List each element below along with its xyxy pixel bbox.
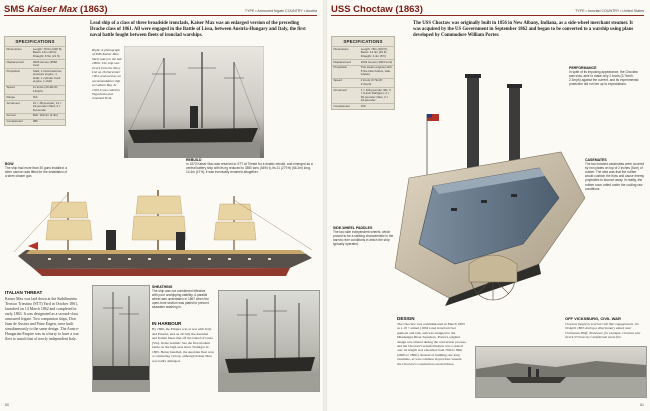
spec-value: 2 knots (3.7km/h; 2.3mph) — [359, 78, 394, 87]
right-page-number: 81 — [640, 403, 644, 407]
spec-label: Propulsion — [5, 69, 31, 85]
left-type-line: TYPE • Armoured frigate COUNTRY • Austria — [244, 9, 317, 13]
bow-annotation: BOW The ship had more than 30 guns installed; a stern cannon was fitted for the installation of a stern chaser gun. — [5, 162, 68, 179]
left-title-rule — [4, 15, 317, 16]
spec-row — [332, 65, 394, 78]
spec-label: Complement — [5, 119, 31, 124]
spec-value: Length: 70.6m (230 ft); Beam: 14m (46 ft); Draught: 6.5m (21 ft) — [31, 47, 65, 60]
spec-row — [5, 100, 65, 113]
right-page-title: USS Choctaw (1863) — [331, 4, 423, 15]
right-type-line: TYPE • Ironclad COUNTRY • United States — [575, 9, 644, 13]
kaiser-max-illustration — [8, 190, 314, 282]
in-harbour-heading: IN HARBOUR — [152, 321, 182, 326]
spec-row — [5, 69, 65, 85]
spec-value: 1023 tonnes (1004 tons) — [360, 59, 393, 64]
right-intro: The USS Choctaw was originally built in 1856 in New Albany, Indiana, as a side-wheel merchant steamer. It was acquired by the US Government in September 1862 and began to be converted to a warship using plans developed by Commodore William Porter. — [413, 21, 634, 39]
left-page-title: SMS Kaiser Max (1863) — [4, 4, 108, 15]
spec-label: Dimensions — [5, 47, 31, 60]
in-harbour-text: By 1866, the Empire was at war with Italy and Prussia, and on 20 July the Austrian and Italian fleets met off the island of Lissa (Vis). In the Adriatic Sea the first modern battle on the high seas since Trafalgar in 1805. Better handled, the Austrian fleet won a convincing victory, although Kaiser Max was badly damaged. — [152, 327, 215, 363]
left-photo-caption: Right: A photograph of SMS Kaiser Max, likely taken in the late 1860s. The ship was struck from the Navy List on 26 December 1904, and used as an accommodation ship at Cattaro Bay. In 1920 it was ceded to Yugoslavia and renamed Tivat. — [92, 48, 122, 101]
left-specifications-box — [4, 36, 66, 126]
spec-row — [332, 88, 394, 104]
left-specs-table — [5, 46, 65, 125]
sheathing-annotation: SHEATHING The ship was not considered effective, with poor unshipping stability. A parallel wheel was undertaken in 1867 when the open-bore section was plated to prevent seawater washing in. — [152, 285, 209, 310]
left-intro: Lead ship of a class of three broadside ironclads, Kaiser Max was an enlarged version of the preceding Drache class of 1861. All were engaged in the Battle of Lissa, between Austria-Hungary and Italy, the first naval battle fought between fleets of ironclad warships. — [90, 21, 306, 39]
spec-label: Speed — [332, 78, 359, 87]
spec-label: Armament — [5, 100, 31, 113]
rebuild-annotation: REBUILD In 1873 Kaiser Max was returned to STT at Trieste for a drastic rebuild, and emerged as a central battery ship with its rig reduced to 3550 tons (3494 t), its 21 (279 ft) (66.2m) long, 14.4m (47 ft); it was eventually renamed altogether. — [186, 158, 313, 175]
vicksburg-text: Choctaw fought in several Civil War engagements. On 30 April 1863, during a diversionary attack near Chickasaw Bluff, Tennessee, for example, Choctaw was struck 53 times by Confederate shore fire. — [565, 322, 641, 340]
italian-threat-heading: ITALIAN THREAT — [5, 290, 43, 295]
spec-row — [5, 119, 65, 124]
right-title-rule — [331, 15, 644, 16]
spec-value: Two steam engines with 5 fire-tube boilers, side-wheels — [359, 65, 394, 78]
vicksburg-photo — [475, 346, 647, 398]
spec-label: Range — [5, 95, 31, 101]
left-page-number: 80 — [5, 403, 9, 407]
uss-choctaw-illustration — [389, 68, 585, 313]
spec-label: Armament — [332, 88, 359, 104]
spec-row — [332, 104, 394, 109]
right-specifications-box — [331, 36, 395, 110]
spec-value: 1 × 100-pounder rifle; 3 × 9-inch Dahlgren; 2 × 30-pounder rifles; 2 × 24-pounder — [359, 88, 394, 104]
design-heading: DESIGN — [397, 316, 415, 321]
casemates-annotation: CASEMATES The two forward casemates were covered by iron plates on top of 2 inches (5cm) of rubber. The idea was that the rubber would cushion the blow and cause enemy projectiles to bounce away. In reality, the rubber soon rotted under the cooling raw conditions. — [585, 158, 645, 191]
performance-annotation: PERFORMANCE In spite of its imposing appearance, the Choctaw was slow, able to make only 2 knots (3.7km/h, 2.3mph) against the current, and its experimental protection did not live up to expectations. — [569, 66, 639, 87]
spec-value: 106 — [359, 104, 394, 109]
italian-threat-text: Kaiser Max was laid down at the Stabilimento Tecnico Triestino (STT) Yard in October 1861, launched on 14 March 1862 and completed in early 1863. It was designated as a second-class armoured frigate. Two companion ships, Don Juan de Austria and Prinz Eugen, were built simultaneously to the same design. The Austro-Hungarian Empire was in a hurry to have a war fleet to match that of newly independent Italy. — [5, 297, 79, 341]
spec-value: 386 — [31, 119, 65, 124]
spec-label: Displacement — [5, 59, 31, 68]
spec-value: Sails; 1 horizontal low-pressure engine, 1 shaft; 1 cylinder trunk engine, 1 shaft — [31, 69, 65, 85]
right-specs-table — [332, 46, 394, 109]
left-specs-heading: SPECIFICATIONS — [15, 39, 55, 44]
spec-label: Complement — [332, 104, 359, 109]
harbour-photo-right — [218, 290, 320, 392]
vicksburg-heading: OFF VICKSBURG, CIVIL WAR — [565, 316, 621, 321]
spec-value: 11 knots (20.4km/h; 13mph) — [31, 85, 65, 94]
spec-row — [5, 47, 65, 60]
spec-value: N/A — [31, 95, 65, 101]
spec-value: 3625 tonnes (3568 tons) — [31, 59, 65, 68]
right-page — [327, 0, 650, 411]
spec-label: Propulsion — [332, 65, 359, 78]
spec-row — [5, 59, 65, 68]
right-specs-heading: SPECIFICATIONS — [343, 39, 383, 44]
spec-label: Speed — [5, 85, 31, 94]
kaiser-max-photo — [124, 46, 264, 158]
spec-label: Displacement — [332, 59, 359, 65]
spec-label: Dimensions — [332, 47, 359, 60]
spec-row — [5, 85, 65, 94]
left-page — [0, 0, 323, 411]
spec-row — [332, 47, 394, 60]
spec-label: Armour — [5, 113, 31, 119]
spec-value: Belt: 110mm (4.3in) — [31, 113, 65, 119]
spec-value: Length: 79m (260 ft); Beam: 14.4m (45 ft); Draught: 2.4m (8 ft) — [359, 47, 394, 60]
spec-value: 16 × 48-pounder; 14 × 24-pounder rifled; 4 × 8-pounder — [31, 100, 65, 113]
harbour-photo-left — [92, 285, 150, 392]
spec-row — [332, 78, 394, 87]
design-text: The Choctaw was commissioned in March 1863 as a 10 × armed (1004 tons) ironclad river gunboat and ram, and was assigned to the Mississippi River Squadron. Porter's original design was altered during the conversion process, and the Choctaw's transformation was a radical one: its length was extended from 79m to 86m (260ft to 280ft). Instead of building one long casemate, as was common in previous vessels, the Choctaw's constructors erected three. — [397, 322, 467, 366]
side-wheel-paddles-annotation: SIDE-WHEEL PADDLES The two side independent wheels, which proved to be a sticking characteristic in the narrow river conditions in which the ship typically operated. — [333, 226, 394, 247]
